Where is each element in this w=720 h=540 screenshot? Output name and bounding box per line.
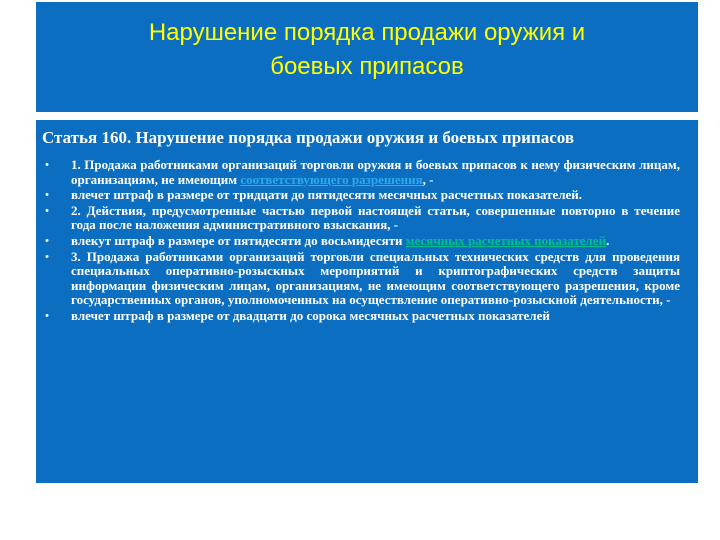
bullet-icon: • xyxy=(45,189,49,202)
indicators-link[interactable]: месячных расчетных показателей xyxy=(405,232,607,248)
item-text-tail: . xyxy=(606,232,610,248)
bullet-icon: • xyxy=(45,159,49,171)
item-text: влекут штраф в размере от пятидесяти до восьмидесяти xyxy=(71,232,406,248)
list-item xyxy=(42,309,680,324)
item-text: влечет штраф в размере от двадцати до сорока месячных расчетных показателей xyxy=(71,307,550,323)
bullet-icon: • xyxy=(45,204,49,217)
bullet-icon: • xyxy=(45,309,49,322)
bullet-icon: • xyxy=(45,234,49,247)
item-text: 2. Действия, предусмотренные частью первой настоящей статьи, совершенные повторно в течение года после наложения административного взыскания, - xyxy=(71,202,680,233)
article-heading: Статья 160. Нарушение порядка продажи оружия и боевых припасов xyxy=(42,128,575,147)
list-item xyxy=(42,250,680,308)
item-text: влечет штраф в размере от тридцати до пятидесяти месячных расчетных показателей. xyxy=(71,187,583,203)
content-panel xyxy=(36,120,698,483)
list-item xyxy=(42,204,680,233)
page-title-line-1: Нарушение порядка продажи оружия и xyxy=(148,19,586,46)
bullet-icon: • xyxy=(45,250,49,263)
item-text: 1. Продажа работниками организаций торговли оружия и боевых припасов к нему физическим лицам, организациям, не имеющим xyxy=(71,157,680,187)
item-text-tail: , - xyxy=(422,171,434,187)
list-item xyxy=(42,188,680,203)
list-item xyxy=(42,234,680,249)
permit-link[interactable]: соответствующего разрешения xyxy=(240,171,423,187)
item-text: 3. Продажа работниками организаций торговли специальных технических средств для проведения специальных оперативно-розыскных мероприятий и криптографических средств защиты информации физическим лицам, организациям, не имеющим соответствующего разрешения, кроме государственных органов, уполномоченных на осуществление оперативно-розыскной деятельности, - xyxy=(71,248,680,308)
page-title-line-2: боевых припасов xyxy=(270,53,464,80)
article-list xyxy=(42,158,680,324)
title-panel xyxy=(36,2,698,112)
list-item xyxy=(42,158,680,187)
